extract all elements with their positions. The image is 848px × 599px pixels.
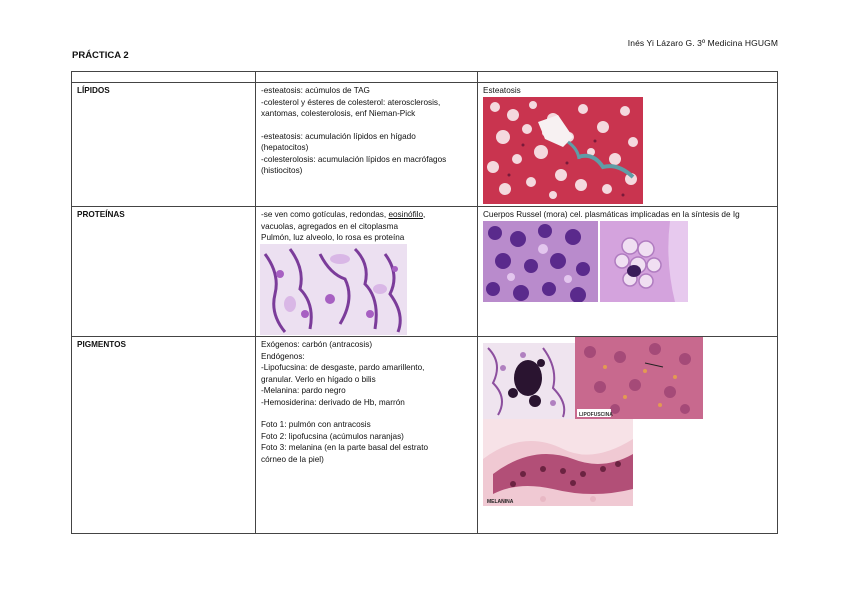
- text-line: xantomas, colesterolosis, enf Nieman-Pick: [261, 109, 416, 118]
- text-line: -Melanina: pardo negro: [261, 386, 346, 395]
- text-line: vacuolas, agregados en el citoplasma: [261, 221, 398, 231]
- text-fragment: ,: [423, 210, 426, 219]
- text-line: -Hemosiderina: derivado de Hb, marrón: [261, 397, 405, 407]
- text-line: Pulmón, luz alveolo, lo rosa es proteína: [261, 233, 405, 242]
- text-line: córneo de la piel): [261, 454, 324, 464]
- description-cell: [256, 207, 478, 337]
- row-label-cell: [72, 207, 256, 337]
- row-label-proteinas: PROTEÍNAS: [77, 210, 125, 219]
- text-line: Foto 3: melanina (en la parte basal del estrato: [261, 443, 429, 452]
- table-row: [72, 337, 778, 534]
- steatosis-micrograph: [483, 97, 643, 204]
- page-title: PRÁCTICA 2: [72, 50, 129, 61]
- lipofuscin-tag: LIPOFUSCINA: [579, 412, 613, 418]
- header-cell: [478, 72, 778, 83]
- eosinophil-link[interactable]: eosinófilo: [388, 210, 424, 219]
- row-label-cell: [72, 83, 256, 207]
- text-line: Exógenos: carbón (antracosis): [261, 340, 373, 349]
- lung-protein-micrograph: [260, 244, 407, 335]
- image-cell: [478, 207, 778, 337]
- header-cell: [72, 72, 256, 83]
- text-line: granular. Verlo en hígado o bilis: [261, 374, 376, 384]
- author-header: Inés Yi Lázaro G. 3º Medicina HGUGM: [627, 38, 778, 48]
- text-line: [261, 209, 472, 221]
- table-row: [72, 83, 778, 207]
- anthracosis-micrograph: [483, 343, 575, 419]
- row-label-pigmentos: PIGMENTOS: [77, 340, 126, 349]
- practice-table: [71, 71, 778, 534]
- row-label-lipidos: LÍPIDOS: [77, 86, 110, 95]
- text-line: -colesterol y ésteres de colesterol: aterosclerosis,: [261, 97, 441, 107]
- melanin-micrograph: [483, 419, 633, 506]
- description-cell: [256, 337, 478, 534]
- text-line: Foto 1: pulmón con antracosis: [261, 420, 371, 429]
- text-line: Foto 2: lipofucsina (acúmulos naranjas): [261, 431, 404, 441]
- image-caption: Esteatosis: [483, 86, 521, 95]
- melanin-tag: MELANINA: [487, 499, 514, 505]
- header-cell: [256, 72, 478, 83]
- table-header-row: [72, 72, 778, 83]
- image-cell: [478, 83, 778, 207]
- text-line: -colesterolosis: acumulación lípidos en macrófagos: [261, 154, 447, 164]
- text-line: -esteatosis: acumulación lípidos en hígado: [261, 131, 416, 141]
- russell-bodies-micrograph-2: [600, 221, 688, 302]
- lipofuscin-micrograph: [575, 337, 703, 419]
- text-line: Endógenos:: [261, 351, 305, 361]
- text-fragment: -se ven como gotículas, redondas,: [261, 210, 389, 219]
- russell-bodies-micrograph-1: [483, 221, 598, 302]
- row-label-cell: [72, 337, 256, 534]
- text-line: -Lipofucsina: de desgaste, pardo amarillento,: [261, 363, 425, 372]
- image-caption: Cuerpos Russel (mora) cel. plasmáticas implicadas en la síntesis de Ig: [483, 210, 740, 219]
- table-row: [72, 207, 778, 337]
- description-cell: [256, 83, 478, 207]
- text-line: (hepatocitos): [261, 143, 309, 152]
- image-cell: [478, 337, 778, 534]
- text-line: (histiocitos): [261, 166, 303, 175]
- text-line: -esteatosis: acúmulos de TAG: [261, 86, 370, 95]
